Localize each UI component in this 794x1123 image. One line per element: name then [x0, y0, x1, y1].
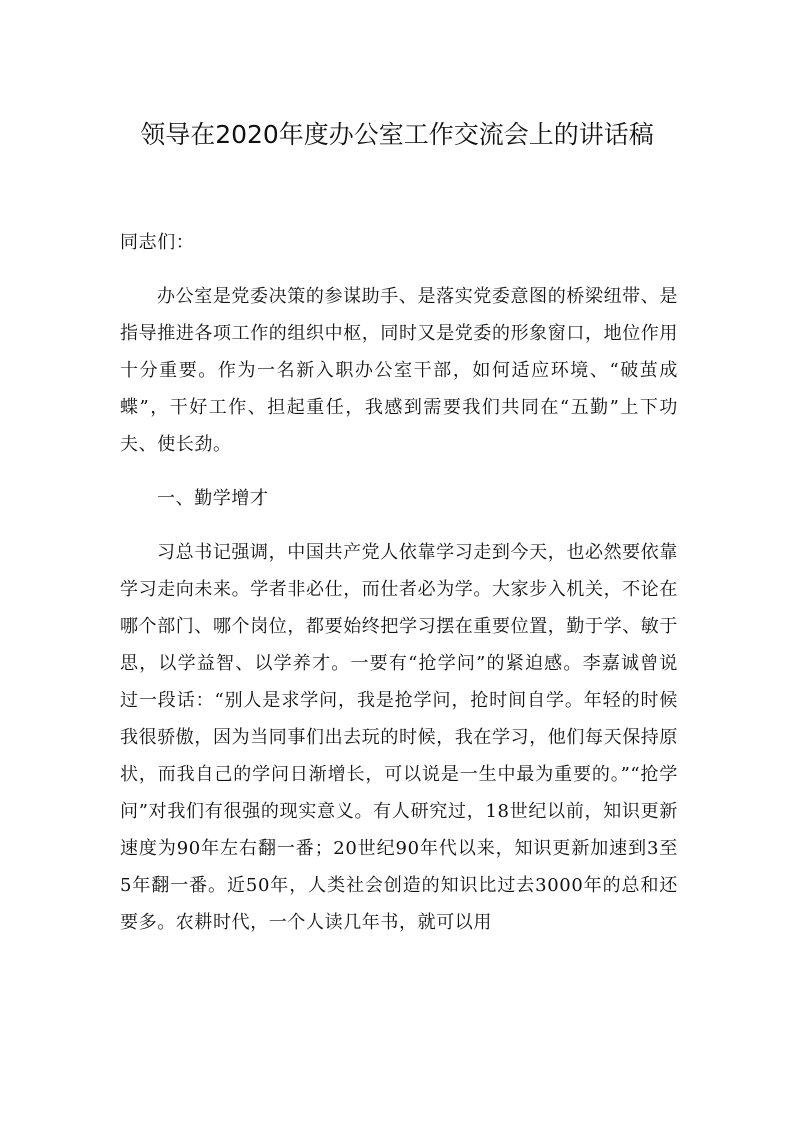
document-title: 领导在2020年度办公室工作交流会上的讲话稿: [140, 119, 654, 149]
section-heading-1: 一、勤学增才: [157, 488, 269, 509]
salutation: 同志们：: [120, 232, 195, 253]
paragraph-intro: 办公室是党委决策的参谋助手、是落实党委意图的桥梁纽带、是指导推进各项工作的组织中枢，同时又是党委的形象窗口，地位作用十分重要。作为一名新入职办公室干部，如何适应环境、“破茧成蝶”，干好工作、担起重任，我感到需要我们共同在“五勤”上下功夫、使长劲。: [120, 286, 678, 455]
paragraph-study: 习总书记强调，中国共产党人依靠学习走到今天，也必然要依靠学习走向未来。学者非必仕，而仕者必为学。大家步入机关，不论在哪个部门、哪个岗位，都要始终把学习摆在重要位置，勤于学、敏于思，以学益智、以学养才。一要有“抢学问”的紧迫感。李嘉诚曾说过一段话：“别人是求学问，我是抢学问，抢时间自学。年轻的时候我很骄傲，因为当同事们出去玩的时候，我在学习，他们每天保持原状，而我自己的学问日渐增长，可以说是一生中最为重要的。”“抢学问”对我们有很强的现实意义。有人研究过，18世纪以前，知识更新速度为90年左右翻一番；20世纪90年代以来，知识更新加速到3至5年翻一番。近50年，人类社会创造的知识比过去3000年的总和还要多。农耕时代，一个人读几年书，就可以用: [120, 542, 678, 933]
document-body: [120, 224, 678, 958]
